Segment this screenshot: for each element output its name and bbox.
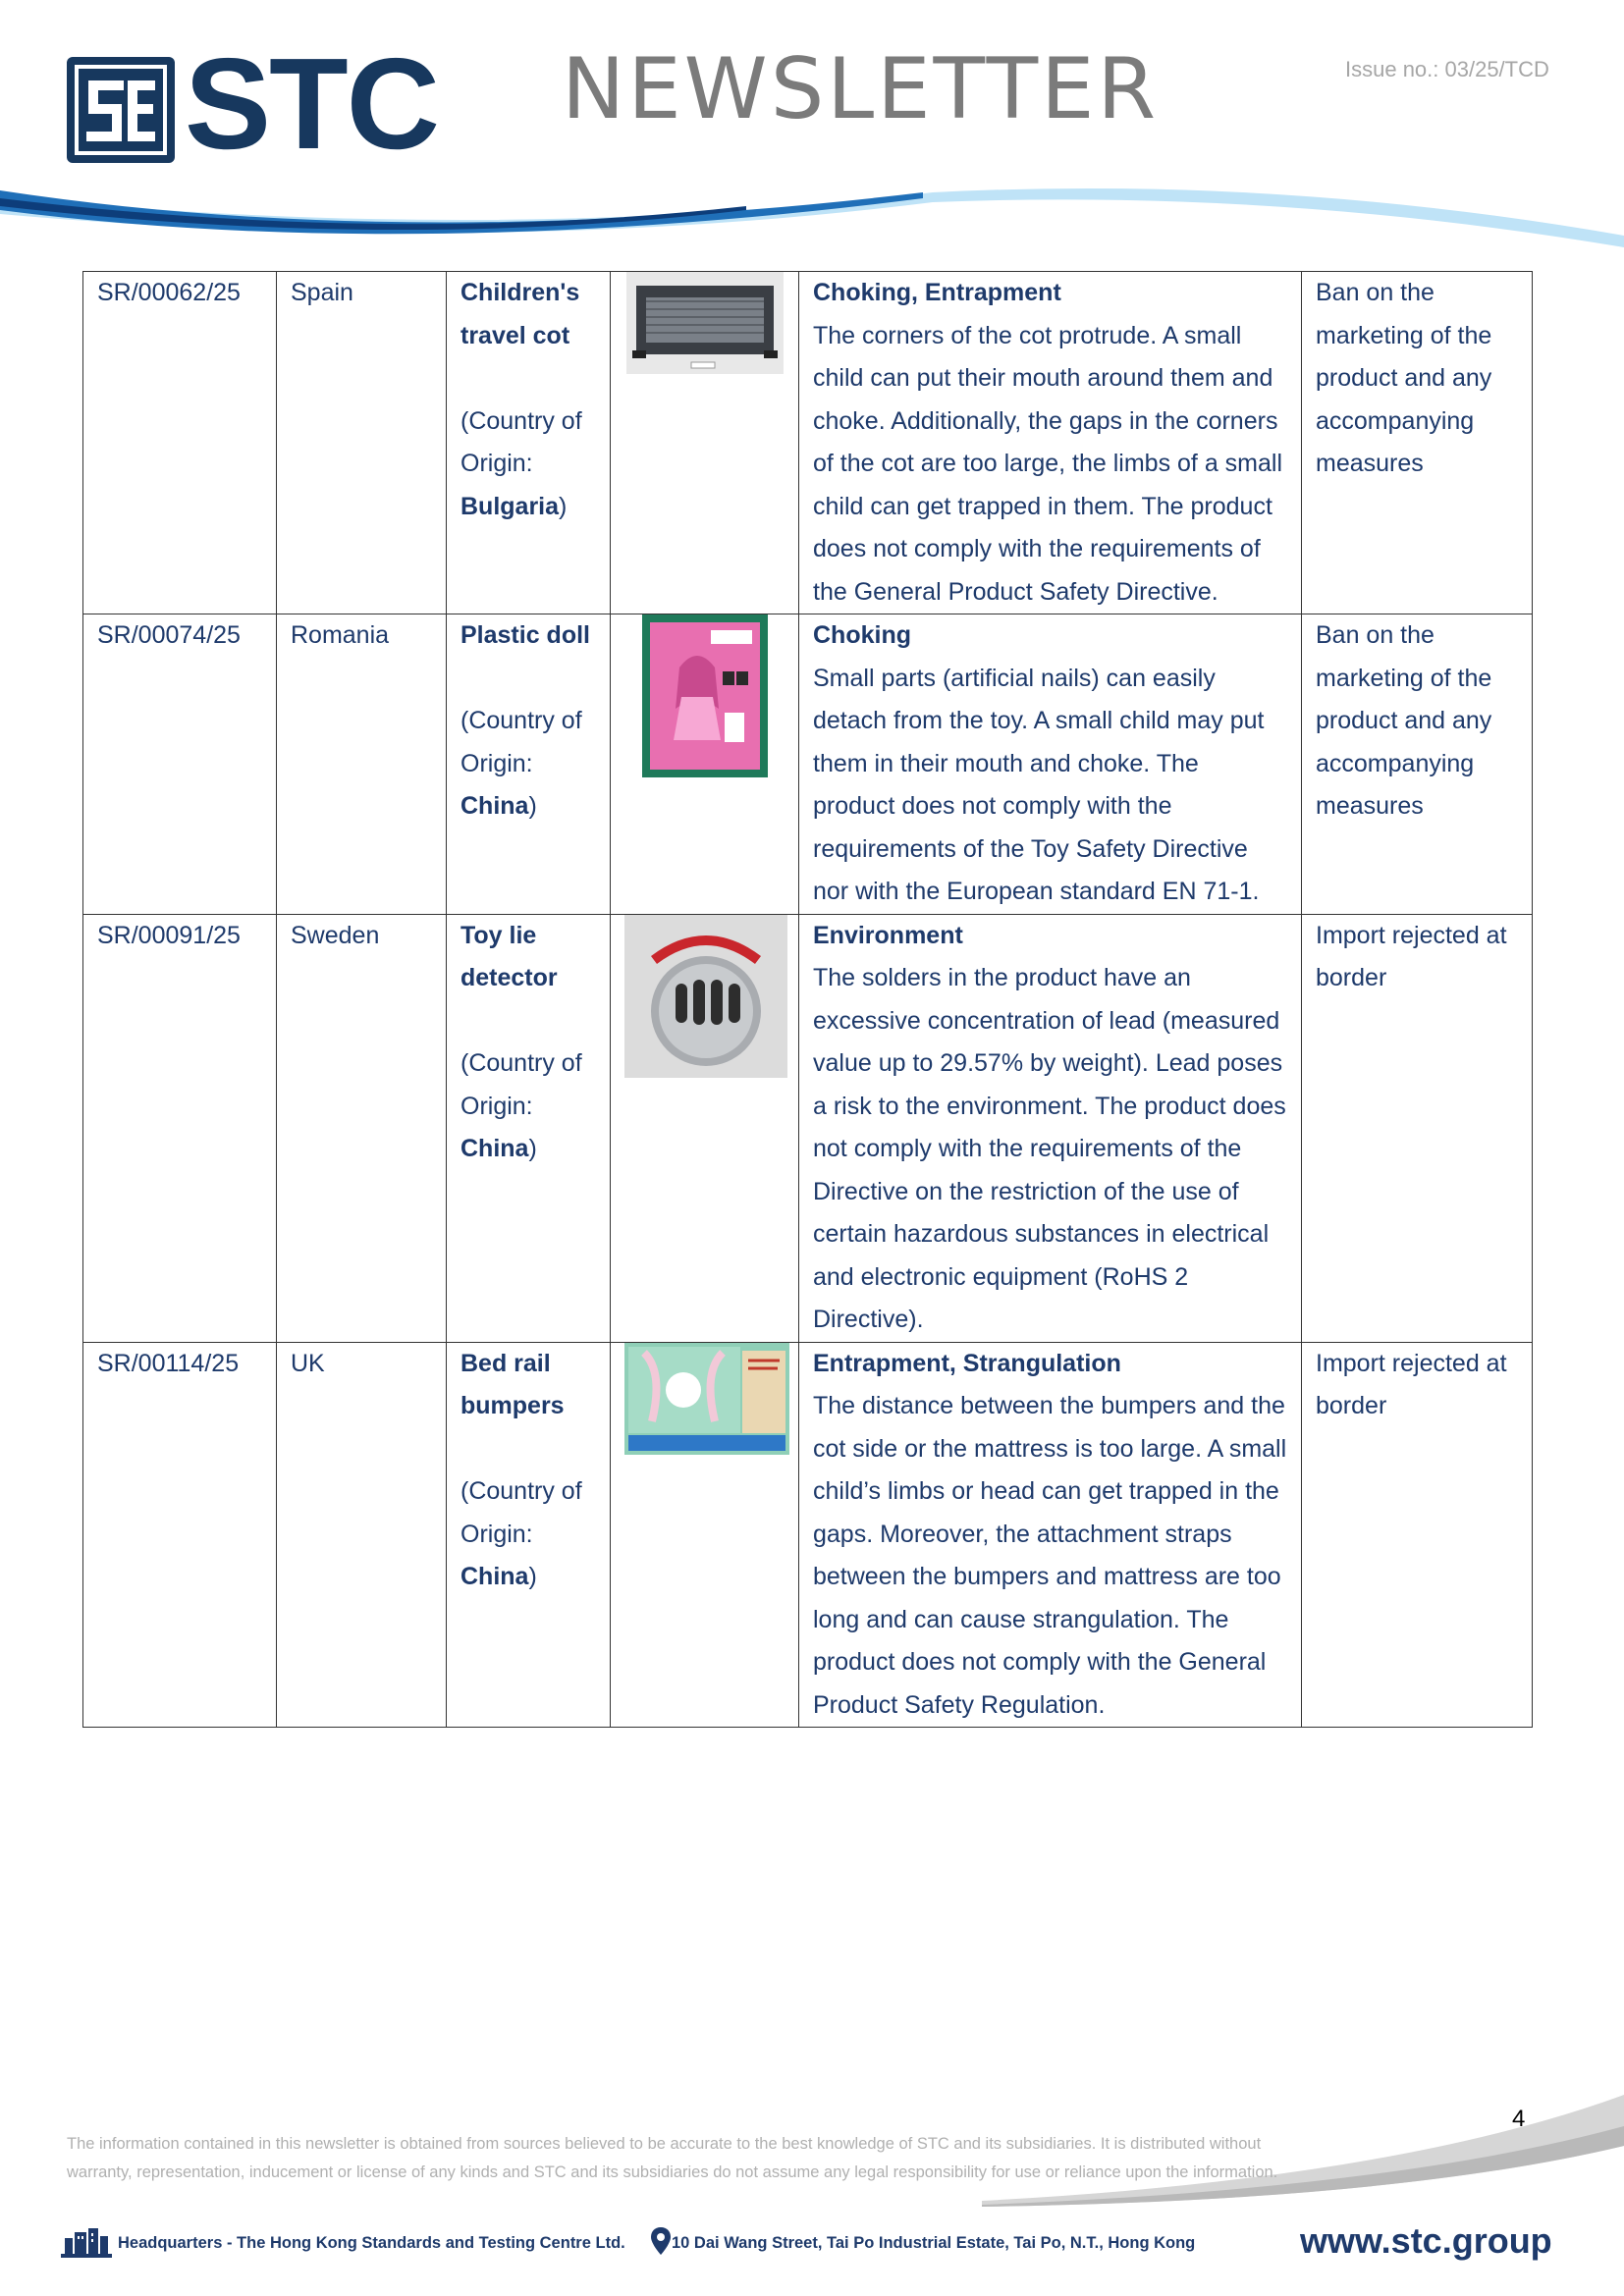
building-icon	[61, 2228, 112, 2258]
product-image-cell	[611, 614, 799, 915]
footer-bar	[61, 2220, 1573, 2268]
address-text: 10 Dai Wang Street, Tai Po Industrial Estate, Tai Po, N.T., Hong Kong	[672, 2234, 1196, 2252]
risk-title: Choking	[813, 621, 911, 649]
risk-description: The distance between the bumpers and the cot side or the mattress is too large. A small child’s limbs or head can get trapped in the gaps. Moreover, the attachment straps between the bumpers and mattress are too long and can cause strangulation. The product does not comply with the General Product Safety Regulation.	[813, 1392, 1287, 1719]
table-row	[83, 1342, 1533, 1728]
travel-cot-icon	[626, 272, 784, 374]
product-cell	[447, 1342, 611, 1728]
stc-logo-text: STC	[185, 31, 438, 176]
newsletter-title: NEWSLETTER	[562, 40, 1160, 138]
risk-cell	[799, 272, 1302, 614]
risk-description: Small parts (artificial nails) can easily detach from the toy. A small child may put them in their mouth and choke. The product does not comply with the requirements of the Toy Safety Directive nor with the European standard EN 71-1.	[813, 664, 1265, 905]
risk-cell	[799, 614, 1302, 915]
origin-country: China	[460, 792, 529, 820]
issue-number: Issue no.: 03/25/TCD	[1345, 57, 1549, 81]
origin-info: (Country of Origin: China)	[460, 707, 582, 820]
risk-description: The corners of the cot protrude. A small child can put their mouth around them and choke. Additionally, the gaps in the corners of the cot are too large, the limbs of a small child can get trapped in them. The product does not comply with the requirements of the General Product Safety Directive.	[813, 321, 1283, 606]
notifying-country: Sweden	[277, 914, 447, 1342]
header-wave-decoration	[0, 177, 1624, 265]
origin-info: (Country of Origin: Bulgaria)	[460, 406, 582, 520]
product-name: Bed rail bumpers	[460, 1349, 565, 1419]
bed-rail-bumpers-icon	[624, 1343, 789, 1455]
origin-country: China	[460, 1135, 529, 1162]
measures-taken: Import rejected at border	[1302, 1342, 1533, 1728]
product-name: Toy lie detector	[460, 921, 558, 991]
product-image-cell	[611, 1342, 799, 1728]
origin-info: (Country of Origin: China)	[460, 1049, 582, 1162]
table-row	[83, 272, 1533, 614]
map-pin-icon	[650, 2226, 672, 2256]
origin-info: (Country of Origin: China)	[460, 1477, 582, 1590]
notifying-country: UK	[277, 1342, 447, 1728]
reference-number: SR/00062/25	[83, 272, 277, 614]
plastic-doll-icon	[642, 614, 768, 777]
product-cell	[447, 914, 611, 1342]
lie-detector-icon	[624, 915, 787, 1078]
risk-title: Environment	[813, 921, 963, 949]
table-row	[83, 614, 1533, 915]
product-image-cell	[611, 914, 799, 1342]
product-name: Plastic doll	[460, 621, 590, 649]
measures-taken: Import rejected at border	[1302, 914, 1533, 1342]
page-number: 4	[1512, 2106, 1526, 2132]
notifying-country: Spain	[277, 272, 447, 614]
measures-taken: Ban on the marketing of the product and any accompanying measures	[1302, 272, 1533, 614]
notifying-country: Romania	[277, 614, 447, 915]
page-header	[0, 0, 1624, 265]
product-cell	[447, 614, 611, 915]
risk-description: The solders in the product have an excessive concentration of lead (measured value up to 29.57% by weight). Lead poses a risk to the environment. The product does not comply with the requirements of the Directive on the restriction of the use of certain hazardous substances in electrical and electronic equipment (RoHS 2 Directive).	[813, 964, 1286, 1333]
headquarters-text: Headquarters - The Hong Kong Standards and Testing Centre Ltd.	[118, 2234, 625, 2252]
reference-number: SR/00074/25	[83, 614, 277, 915]
recall-table	[82, 271, 1533, 1728]
product-name: Children's travel cot	[460, 279, 580, 349]
reference-number: SR/00091/25	[83, 914, 277, 1342]
risk-title: Entrapment, Strangulation	[813, 1349, 1121, 1377]
product-image-cell	[611, 272, 799, 614]
risk-cell	[799, 1342, 1302, 1728]
origin-country: China	[460, 1563, 529, 1590]
risk-title: Choking, Entrapment	[813, 279, 1061, 306]
stc-logo-icon	[67, 57, 175, 163]
disclaimer-text: The information contained in this newsletter is obtained from sources believed to be accurate to the best knowledge of STC and its subsidiaries. It is distributed without warranty, representation, inducement or license of any kinds and STC and its subsidiaries do not assume any legal responsibility for use or reliance upon the information.	[67, 2135, 1278, 2181]
product-cell	[447, 272, 611, 614]
measures-taken: Ban on the marketing of the product and any accompanying measures	[1302, 614, 1533, 915]
origin-country: Bulgaria	[460, 492, 560, 520]
risk-cell	[799, 914, 1302, 1342]
reference-number: SR/00114/25	[83, 1342, 277, 1728]
table-row	[83, 914, 1533, 1342]
website-link[interactable]: www.stc.group	[1300, 2220, 1552, 2261]
